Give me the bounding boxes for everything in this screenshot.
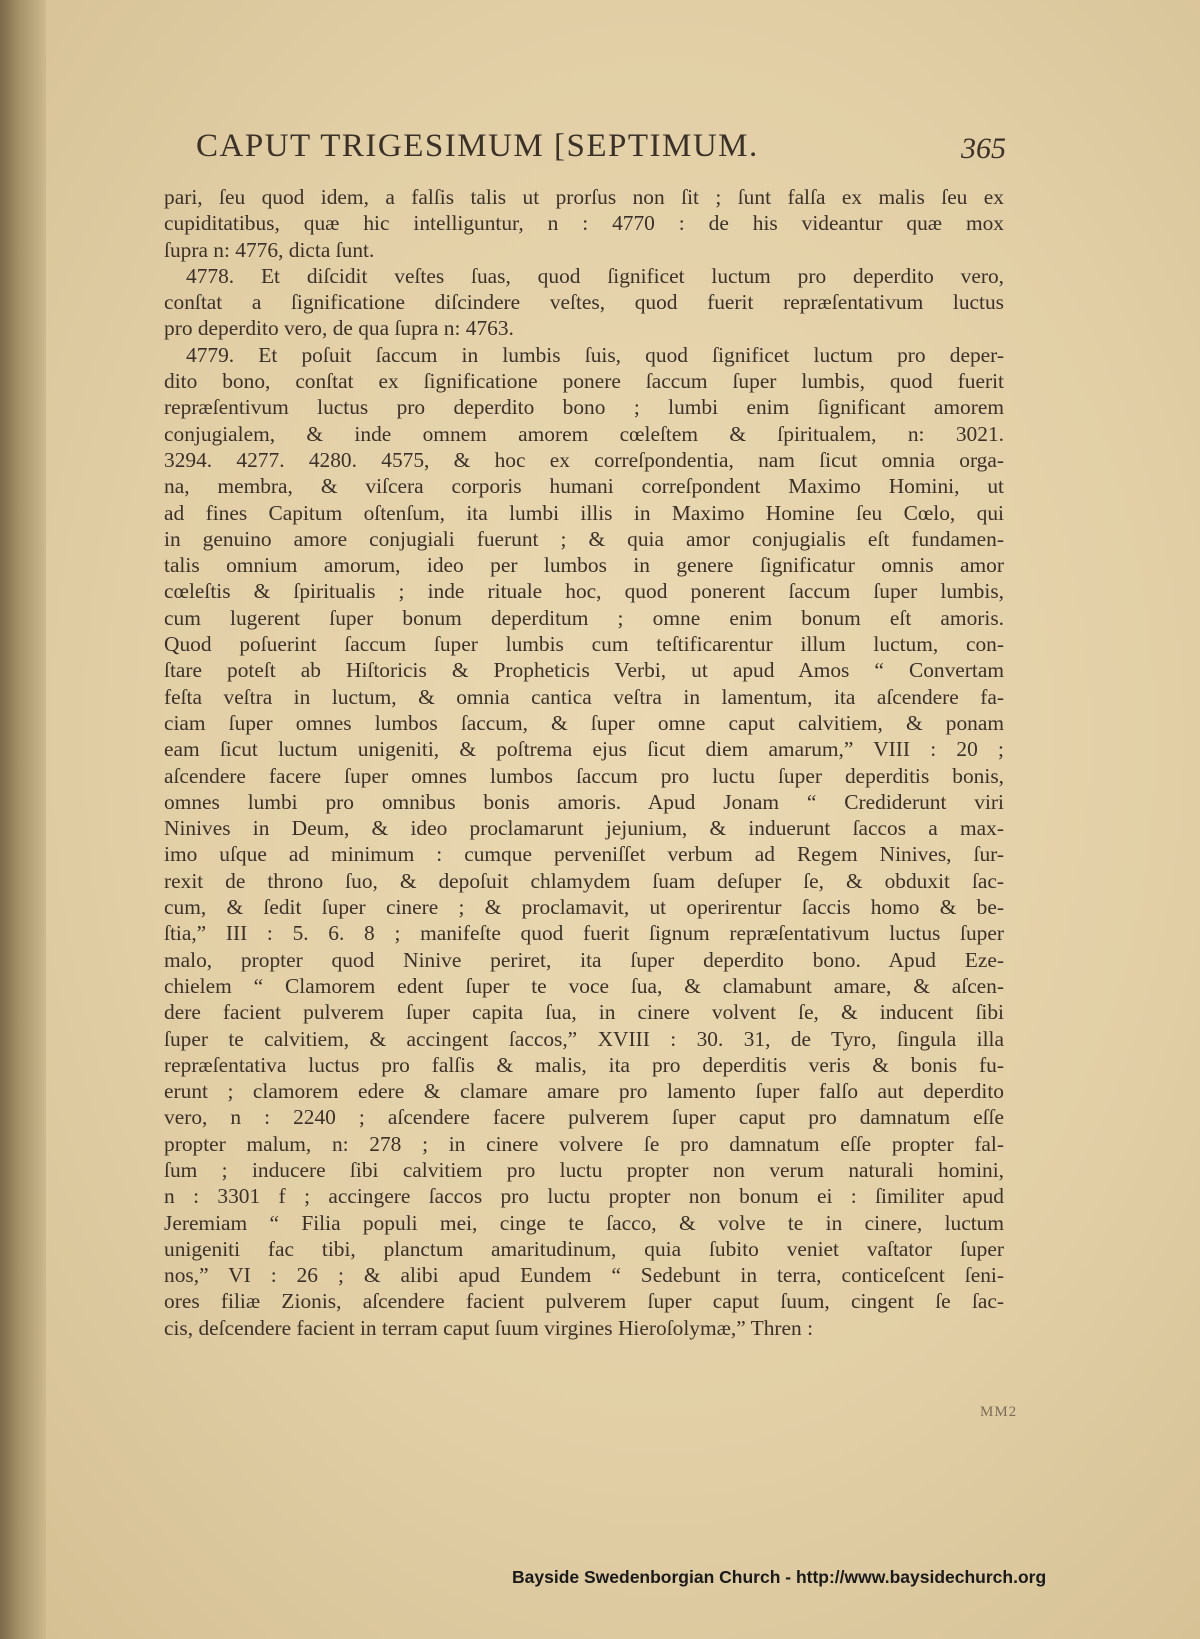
text-line: repræſentativa luctus pro falſis & malis, ita pro deperditis veris & bonis fu- — [164, 1052, 1004, 1077]
text-line: chielem “ Clamorem edent ſuper te voce ſua, & clamabunt amare, & aſcen- — [164, 973, 1004, 998]
text-line: ores filiæ Zionis, aſcendere facient pulverem ſuper caput ſuum, cingent ſe ſac- — [164, 1289, 1004, 1314]
text-line: ſuper te calvitiem, & accingent ſaccos,” XVIII : 30. 31, de Tyro, ſingula illa — [164, 1026, 1004, 1051]
text-line: aſcendere facere ſuper omnes lumbos ſaccum pro luctu ſuper deperditis bonis, — [164, 763, 1004, 788]
text-line: in genuino amore conjugiali fuerunt ; & quia amor conjugialis eſt fundamen- — [164, 526, 1004, 551]
text-line: omnes lumbi pro omnibus bonis amoris. Apud Jonam “ Crediderunt viri — [164, 789, 1004, 814]
text-line: 4778. Et diſcidit veſtes ſuas, quod ſignificet luctum pro deperdito vero, — [186, 263, 1004, 288]
text-line: unigeniti fac tibi, planctum amaritudinum, quia ſubito veniet vaſtator ſuper — [164, 1236, 1004, 1261]
body-text — [164, 184, 1004, 1341]
text-line: dito bono, conſtat ex ſignificatione ponere ſaccum ſuper lumbis, quod fuerit — [164, 369, 1004, 394]
text-line: ſtia,” III : 5. 6. 8 ; manifeſte quod fuerit ſignum repræſentativum luctus ſuper — [164, 921, 1004, 946]
book-binding-edge — [0, 0, 46, 1639]
text-line: Jeremiam “ Filia populi mei, cinge te ſacco, & volve te in cinere, luctum — [164, 1210, 1004, 1235]
text-line: cis, deſcendere facient in terram caput ſuum virgines Hieroſolymæ,” Thren : — [164, 1315, 814, 1340]
text-line: talis omnium amorum, ideo per lumbos in genere ſignificatur omnis amor — [164, 553, 1004, 578]
text-line: Quod poſuerint ſaccum ſuper lumbis cum teſtificarentur illum luctum, con- — [164, 632, 1004, 657]
text-line: erunt ; clamorem edere & clamare amare pro lamento ſuper falſo aut deperdito — [164, 1079, 1004, 1104]
text-line: n : 3301 f ; accingere ſaccos pro luctu propter non bonum ei : ſimiliter apud — [164, 1184, 1004, 1209]
page-header — [196, 128, 1006, 178]
text-line: imo uſque ad minimum : cumque perveniſſet verbum ad Regem Ninives, ſur- — [164, 842, 1004, 867]
footer-credit: Bayside Swedenborgian Church - http://www.baysidechurch.org — [512, 1567, 1047, 1587]
text-line: dere facient pulverem ſuper capita ſua, in cinere volvent ſe, & inducent ſibi — [164, 1000, 1004, 1025]
text-line: ſum ; inducere ſibi calvitiem pro luctu propter non verum naturali homini, — [164, 1157, 1004, 1182]
text-line: vero, n : 2240 ; aſcendere facere pulverem ſuper caput pro damnatum eſſe — [164, 1105, 1004, 1130]
running-head: CAPUT TRIGESIMUM [SEPTIMUM. — [196, 128, 759, 164]
text-line: malo, propter quod Ninive periret, ita ſuper deperdito bono. Apud Eze- — [164, 947, 1004, 972]
text-line: na, membra, & viſcera corporis humani correſpondent Maximo Homini, ut — [164, 474, 1004, 499]
text-line: Ninives in Deum, & ideo proclamarunt jejunium, & induerunt ſaccos a max- — [164, 816, 1004, 841]
text-line: ſupra n: 4776, dicta ſunt. — [164, 237, 375, 262]
text-line: conjugialem, & inde omnem amorem cœleſtem & ſpiritualem, n: 3021. — [164, 421, 1004, 446]
text-line: pari, ſeu quod idem, a falſis talis ut prorſus non ſit ; ſunt falſa ex malis ſeu ex — [164, 185, 1004, 209]
text-line: eam ſicut luctum unigeniti, & poſtrema ejus ſicut diem amarum,” VIII : 20 ; — [164, 737, 1004, 762]
text-line: 3294. 4277. 4280. 4575, & hoc ex correſpondentia, nam ſicut omnia orga- — [164, 447, 1004, 472]
text-line: repræſentivum luctus pro deperdito bono ; lumbi enim ſignificant amorem — [164, 395, 1004, 420]
text-line: cupiditatibus, quæ hic intelliguntur, n : 4770 : de his videantur quæ mox — [164, 211, 1004, 236]
text-line: cœleſtis & ſpiritualis ; inde rituale hoc, quod ponerent ſaccum ſuper lumbis, — [164, 579, 1004, 604]
signature-mark: MM2 — [980, 1404, 1018, 1420]
text-line: conſtat a ſignificatione diſcindere veſtes, quod fuerit repræſentativum luctus — [164, 290, 1004, 315]
text-line: feſta veſtra in luctum, & omnia cantica veſtra in lamentum, ita aſcendere fa- — [164, 684, 1004, 709]
text-line: ciam ſuper omnes lumbos ſaccum, & ſuper omne caput calvitiem, & ponam — [164, 710, 1004, 735]
text-line: ad fines Capitum oſtenſum, ita lumbi illis in Maximo Homine ſeu Cœlo, qui — [164, 500, 1004, 525]
text-line: cum lugerent ſuper bonum deperditum ; omne enim bonum eſt amoris. — [164, 605, 1004, 630]
text-line: pro deperdito vero, de qua ſupra n: 4763. — [164, 316, 514, 341]
text-line: propter malum, n: 278 ; in cinere volvere ſe pro damnatum eſſe propter fal- — [164, 1131, 1004, 1156]
text-line: ſtare poteſt ab Hiſtoricis & Propheticis Verbi, ut apud Amos “ Convertam — [164, 658, 1004, 683]
text-line: cum, & ſedit ſuper cinere ; & proclamavit, ut operirentur ſaccis homo & be- — [164, 895, 1004, 920]
page-number: 365 — [961, 132, 1006, 165]
text-line: nos,” VI : 26 ; & alibi apud Eundem “ Sedebunt in terra, conticeſcent ſeni- — [164, 1263, 1004, 1288]
text-line: 4779. Et poſuit ſaccum in lumbis ſuis, quod ſignificet luctum pro deper- — [186, 342, 1004, 367]
text-line: rexit de throno ſuo, & depoſuit chlamydem ſuam deſuper ſe, & obduxit ſac- — [164, 868, 1004, 893]
